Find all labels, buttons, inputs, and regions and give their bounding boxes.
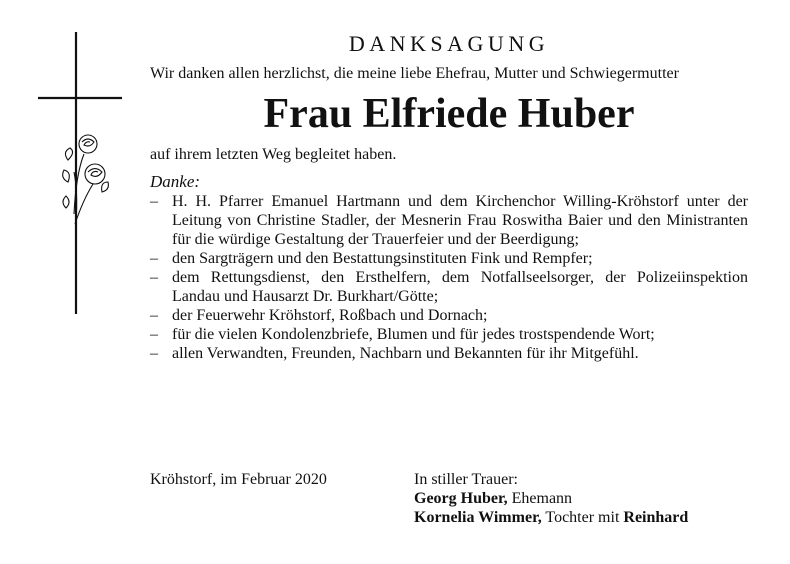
signer-2-name: Kornelia Wimmer, [414,509,542,526]
intro-text: Wir danken allen herzlichst, die meine liebe Ehefrau, Mutter und Schwiegermutter [150,65,679,82]
signer-line-1 [414,489,688,508]
notice-body [150,30,748,363]
list-item: – dem Rettungsdienst, den Ersthelfern, dem Notfallseelsorger, der Polizeiinspektion Landau und Hausarzt Dr. Burkhart/Götte; [150,269,748,305]
signer-2-extra: Reinhard [623,509,689,526]
list-item: – H. H. Pfarrer Emanuel Hartmann und dem Kirchenchor Willing-Kröhstorf unter der Leitung von Christine Stadler, der Mesnerin Frau Roswitha Baier und den Ministranten für die würdige Gestaltung der Trauerfeier und der Beerdigung; [150,193,748,248]
list-item: – der Feuerwehr Kröhstorf, Roßbach und Dornach; [150,307,488,324]
signer-1-name: Georg Huber, [414,490,508,507]
list-item: – für die vielen Kondolenzbriefe, Blumen und für jedes trostspendende Wort; [150,326,655,343]
list-item: – allen Verwandten, Freunden, Nachbarn und Bekannten für ihr Mitgefühl. [150,345,639,362]
notice-heading: DANKSAGUNG [348,31,550,56]
signer-line-2 [414,508,688,527]
trauer-label: In stiller Trauer: [414,471,518,488]
thanks-list [150,192,748,363]
cross-with-roses-icon [38,32,122,314]
place-date: Kröhstorf, im Februar 2020 [150,471,327,488]
signer-2-role: Tochter mit [545,509,620,526]
after-text: auf ihrem letzten Weg begleitet haben. [150,146,397,163]
signers-block [414,470,688,527]
danke-label: Danke: [150,172,201,191]
list-item: – den Sargträgern und den Bestattungsinstituten Fink und Rempfer; [150,250,593,267]
deceased-name: Frau Elfriede Huber [263,91,635,137]
signer-1-role: Ehemann [511,490,573,507]
